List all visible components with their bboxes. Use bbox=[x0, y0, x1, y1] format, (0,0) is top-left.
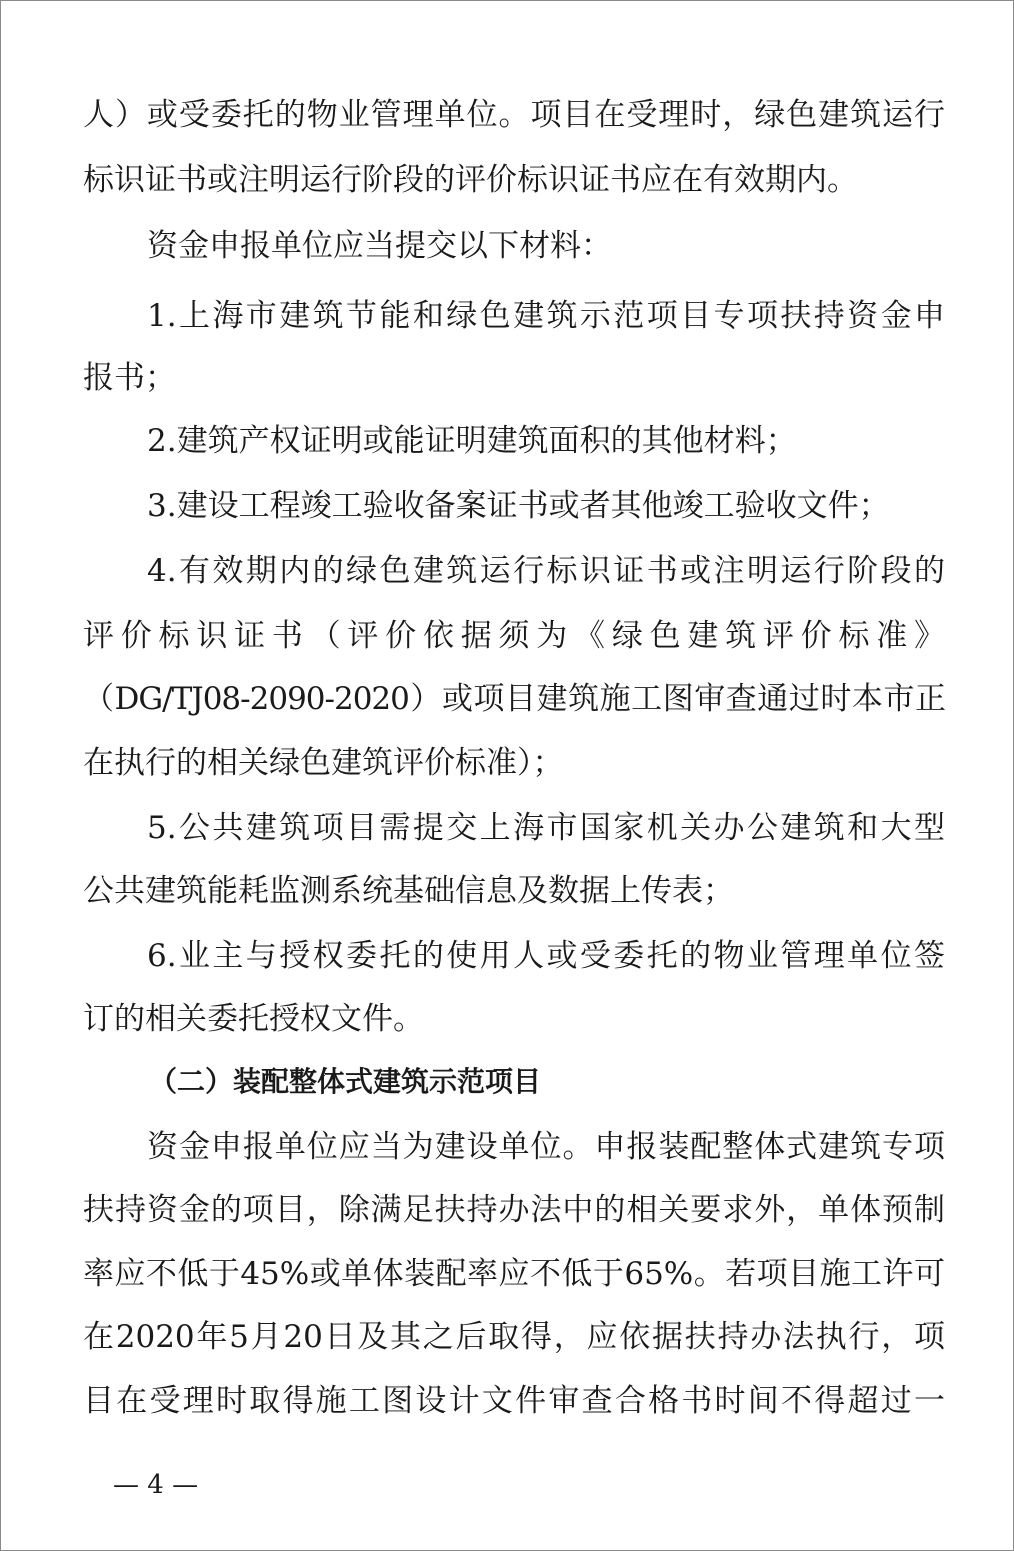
text-line: （DG/TJ08-2090-2020）或项目建筑施工图审查通过时本市正 bbox=[83, 681, 945, 717]
list-item-6: 6.业主与授权委托的使用人或受委托的物业管理单位签 bbox=[147, 938, 945, 974]
text-line: 公共建筑能耗监测系统基础信息及数据上传表； bbox=[83, 873, 734, 909]
text-line: 在2020年5月20日及其之后取得，应依据扶持办法执行，项 bbox=[83, 1319, 945, 1355]
text-line: 资金申报单位应当提交以下材料： bbox=[147, 228, 612, 264]
text-line: 报书； bbox=[83, 360, 176, 396]
text-line: 目在受理时取得施工图设计文件审查合格书时间不得超过一 bbox=[83, 1383, 945, 1419]
section-heading: （二）装配整体式建筑示范项目 bbox=[149, 1065, 542, 1098]
text-line: 人）或受委托的物业管理单位。项目在受理时，绿色建筑运行 bbox=[83, 97, 945, 133]
text-line: 标识证书或注明运行阶段的评价标识证书应在有效期内。 bbox=[83, 162, 858, 198]
text-line: 扶持资金的项目，除满足扶持办法中的相关要求外，单体预制 bbox=[83, 1192, 945, 1228]
text-line: 在执行的相关绿色建筑评价标准）； bbox=[83, 745, 564, 781]
list-item-3: 3.建设工程竣工验收备案证书或者其他竣工验收文件； bbox=[147, 488, 890, 524]
text-line: 资金申报单位应当为建设单位。申报装配整体式建筑专项 bbox=[147, 1129, 945, 1165]
text-line: 率应不低于45%或单体装配率应不低于65%。若项目施工许可 bbox=[83, 1256, 945, 1292]
list-item-2: 2.建筑产权证明或能证明建筑面积的其他材料； bbox=[147, 423, 797, 459]
list-item-4: 4.有效期内的绿色建筑运行标识证书或注明运行阶段的 bbox=[147, 553, 945, 589]
list-item-1: 1.上海市建筑节能和绿色建筑示范项目专项扶持资金申 bbox=[147, 298, 945, 334]
list-item-5: 5.公共建筑项目需提交上海市国家机关办公建筑和大型 bbox=[147, 810, 945, 846]
text-line: 订的相关委托授权文件。 bbox=[83, 1001, 424, 1037]
text-line: 评价标识证书（评价依据须为《绿色建筑评价标准》 bbox=[83, 618, 945, 654]
page-number: — 4 — bbox=[113, 1470, 199, 1500]
